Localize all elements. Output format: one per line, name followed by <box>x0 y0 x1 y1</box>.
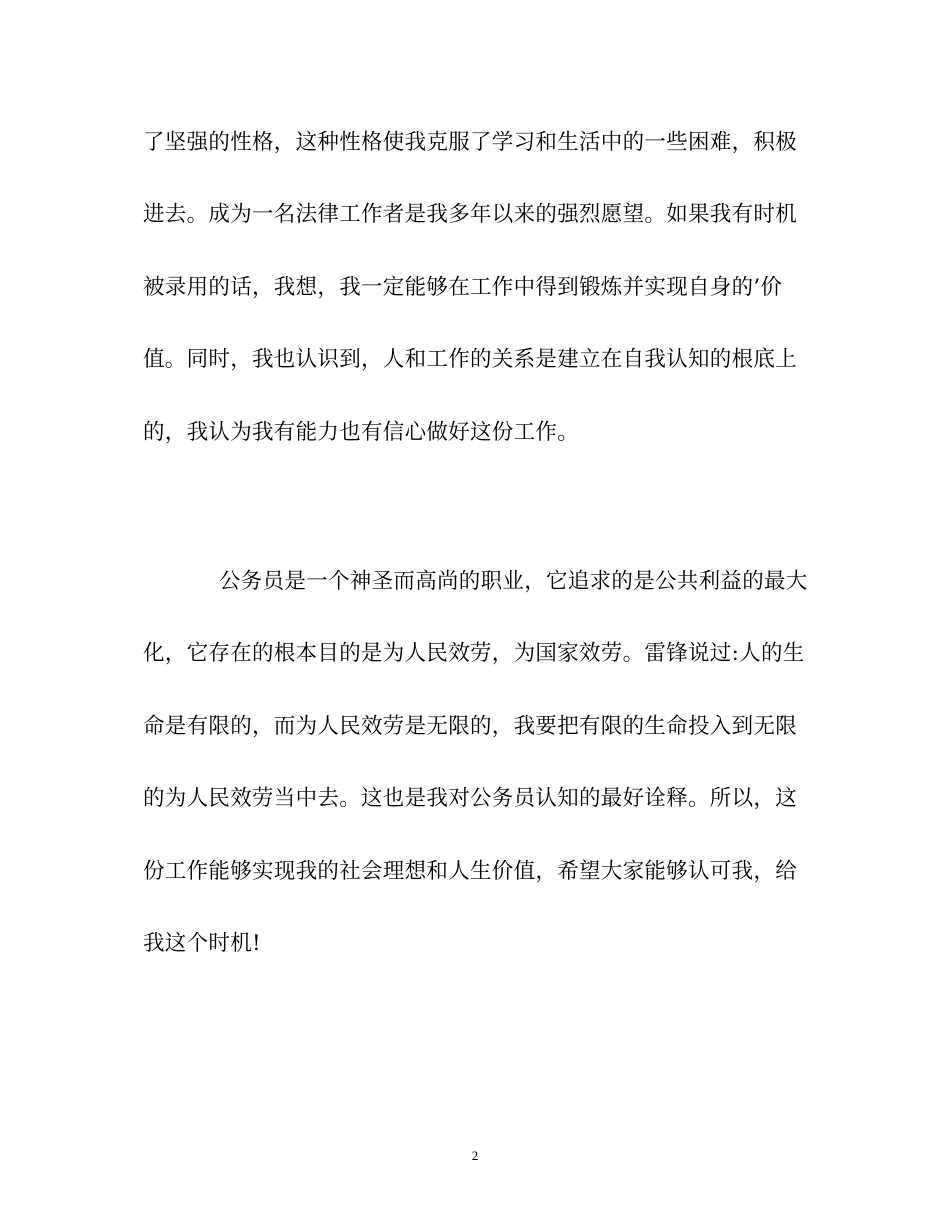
paragraph-1-line-5: 的，我认为我有能力也有信心做好这份工作。 <box>143 420 580 445</box>
paragraph-2-line-4: 的为人民效劳当中去。这也是我对公务员认知的最好诠释。所以，这 <box>143 786 798 811</box>
paragraph-1-line-1: 了坚强的性格，这种性格使我克服了学习和生活中的一些困难，积极 <box>143 130 798 155</box>
paragraph-2-line-6: 我这个时机! <box>143 931 261 956</box>
paragraph-2-line-5: 份工作能够实现我的社会理想和人生价值，希望大家能够认可我，给 <box>143 859 798 884</box>
paragraph-2-line-1: 公务员是一个神圣而高尚的职业，它追求的是公共利益的最大 <box>219 569 808 594</box>
paragraph-1-line-2: 进去。成为一名法律工作者是我多年以来的强烈愿望。如果我有时机 <box>143 202 798 227</box>
paragraph-1-line-4: 值。同时，我也认识到，人和工作的关系是建立在自我认知的根底上 <box>143 347 798 372</box>
paragraph-1-line-3: 被录用的话，我想，我一定能够在工作中得到锻炼并实现自身的’价 <box>143 275 783 300</box>
page-number: 2 <box>471 1148 479 1163</box>
paragraph-2-line-2: 化，它存在的根本目的是为人民效劳，为国家效劳。雷锋说过:人的生 <box>143 641 805 666</box>
paragraph-2-line-3: 命是有限的，而为人民效劳是无限的，我要把有限的生命投入到无限 <box>143 714 798 739</box>
